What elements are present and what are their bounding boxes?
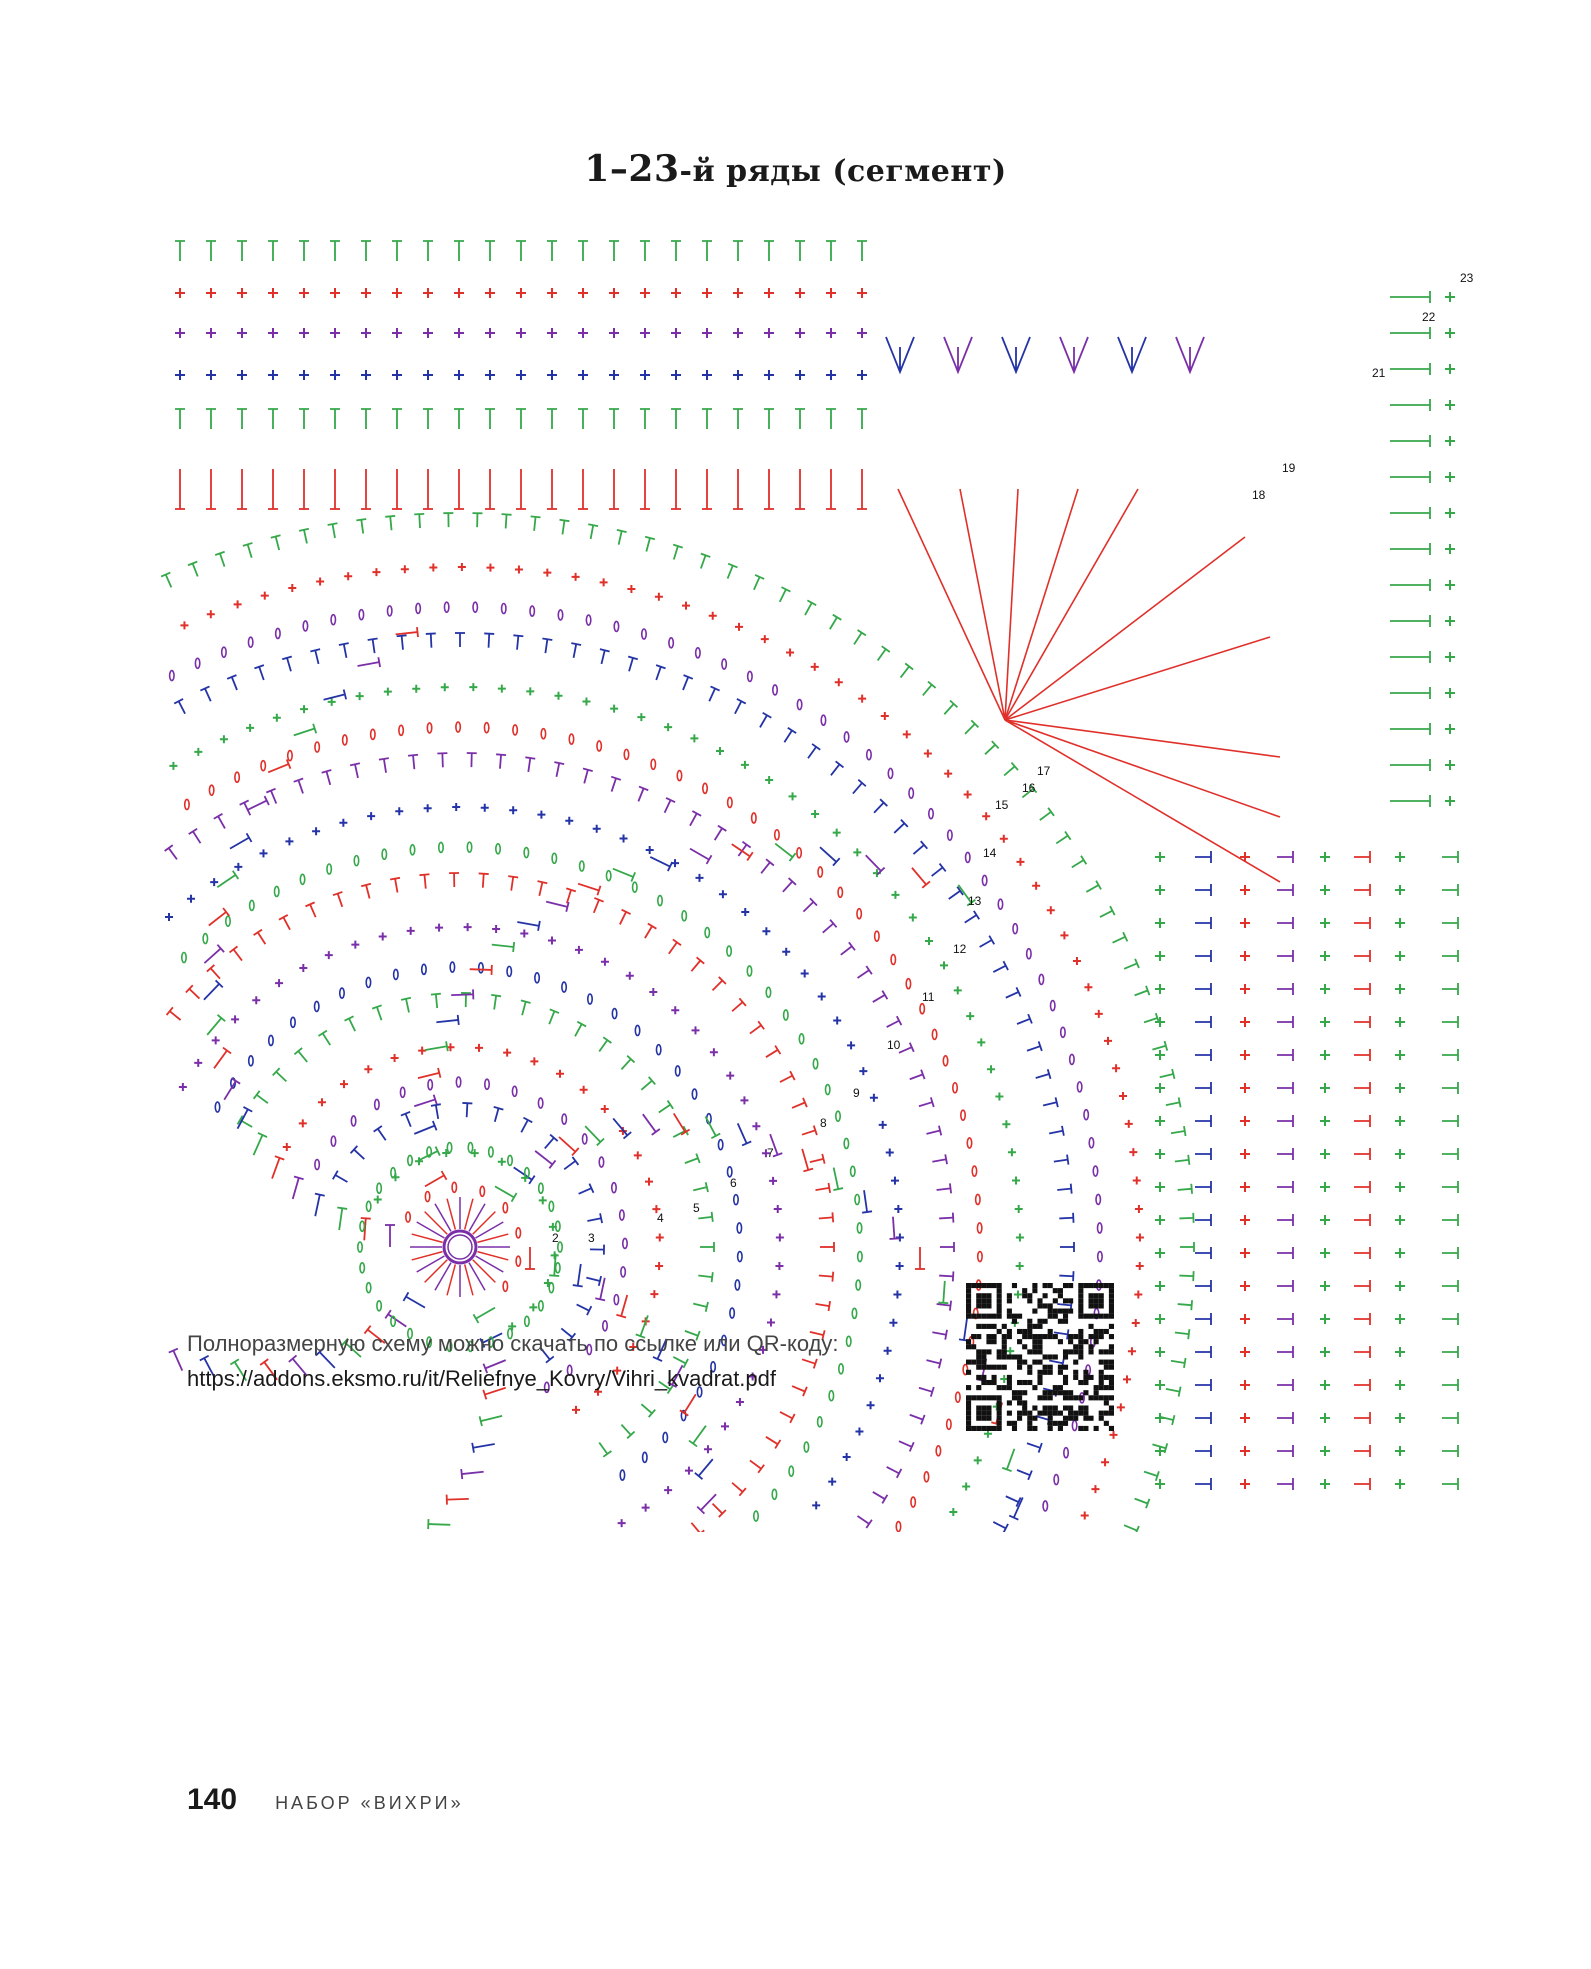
row-label-10: 10 <box>887 1038 901 1052</box>
row-label-23: 23 <box>1460 271 1474 285</box>
download-link[interactable]: https://addons.eksmo.ru/it/Reliefnye_Kovry/Vihri_kvadrat.pdf <box>187 1366 777 1391</box>
qr-code <box>966 1283 1114 1431</box>
row-label-2: 2 <box>552 1231 559 1245</box>
row-label-21: 21 <box>1372 366 1386 380</box>
note-text: Полноразмерную схему можно скачать по ссылке или QR-коду: <box>187 1331 839 1356</box>
row-label-15: 15 <box>995 798 1009 812</box>
row-label-16: 16 <box>1022 781 1036 795</box>
page-footer <box>187 1783 464 1817</box>
title-suffix: -й ряды (сегмент) <box>679 154 1007 189</box>
row-label-17: 17 <box>1037 764 1051 778</box>
row-label-13: 13 <box>968 894 982 908</box>
row-label-8: 8 <box>820 1116 827 1130</box>
download-note <box>187 1326 839 1396</box>
page-number: 140 <box>187 1783 238 1816</box>
row-label-7: 7 <box>767 1146 774 1160</box>
row-label-3: 3 <box>588 1231 595 1245</box>
row-label-6: 6 <box>730 1176 737 1190</box>
row-label-19: 19 <box>1282 461 1296 475</box>
row-label-14: 14 <box>983 846 997 860</box>
row-label-12: 12 <box>953 942 967 956</box>
row-label-4: 4 <box>657 1211 664 1225</box>
row-label-5: 5 <box>693 1201 700 1215</box>
title-rows: 1–23 <box>584 148 680 190</box>
row-label-11: 11 <box>922 990 935 1004</box>
page-title <box>0 148 1591 190</box>
row-label-9: 9 <box>853 1086 860 1100</box>
section-name: НАБОР «ВИХРИ» <box>275 1793 464 1813</box>
row-label-22: 22 <box>1422 310 1436 324</box>
row-label-18: 18 <box>1252 488 1266 502</box>
